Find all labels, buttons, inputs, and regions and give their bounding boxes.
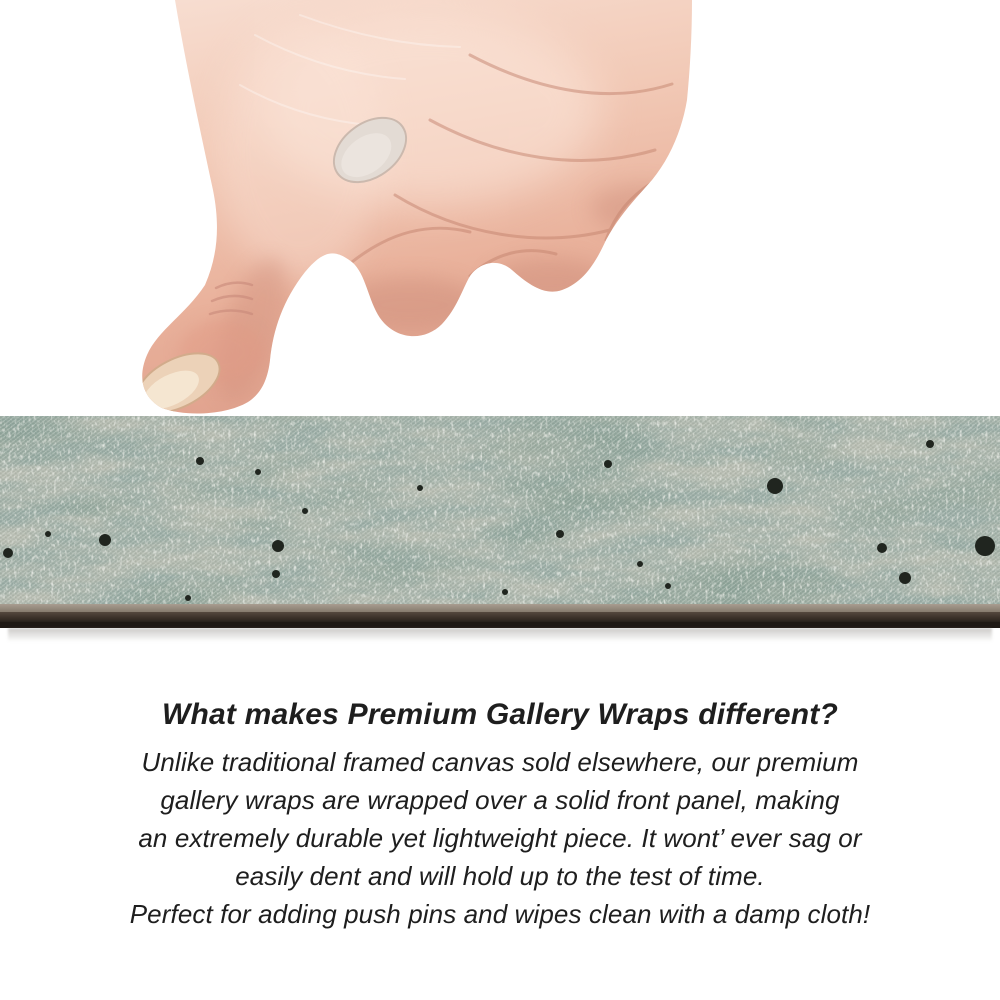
hand-pressing-thumb-icon: [0, 0, 1000, 416]
canvas-shadow: [8, 628, 992, 642]
canvas-dark-edge: [0, 612, 1000, 623]
info-line-5: Perfect for adding push pins and wipes clean with a damp cloth!: [129, 899, 871, 929]
info-line-3: an extremely durable yet lightweight piece. It wont’ ever sag or: [138, 823, 862, 853]
info-line-4: easily dent and will hold up to the test of time.: [235, 861, 765, 891]
info-line-2: gallery wraps are wrapped over a solid front panel, making: [160, 785, 840, 815]
canvas-edge-image: [0, 416, 1000, 628]
info-line-1: Unlike traditional framed canvas sold elsewhere, our premium: [141, 747, 859, 777]
hand-silhouette: [100, 0, 750, 416]
canvas-texture-icon: [0, 416, 1000, 628]
info-heading: What makes Premium Gallery Wraps different?: [161, 698, 839, 731]
hero-photo: [0, 0, 1000, 416]
info-section: [0, 698, 1000, 933]
